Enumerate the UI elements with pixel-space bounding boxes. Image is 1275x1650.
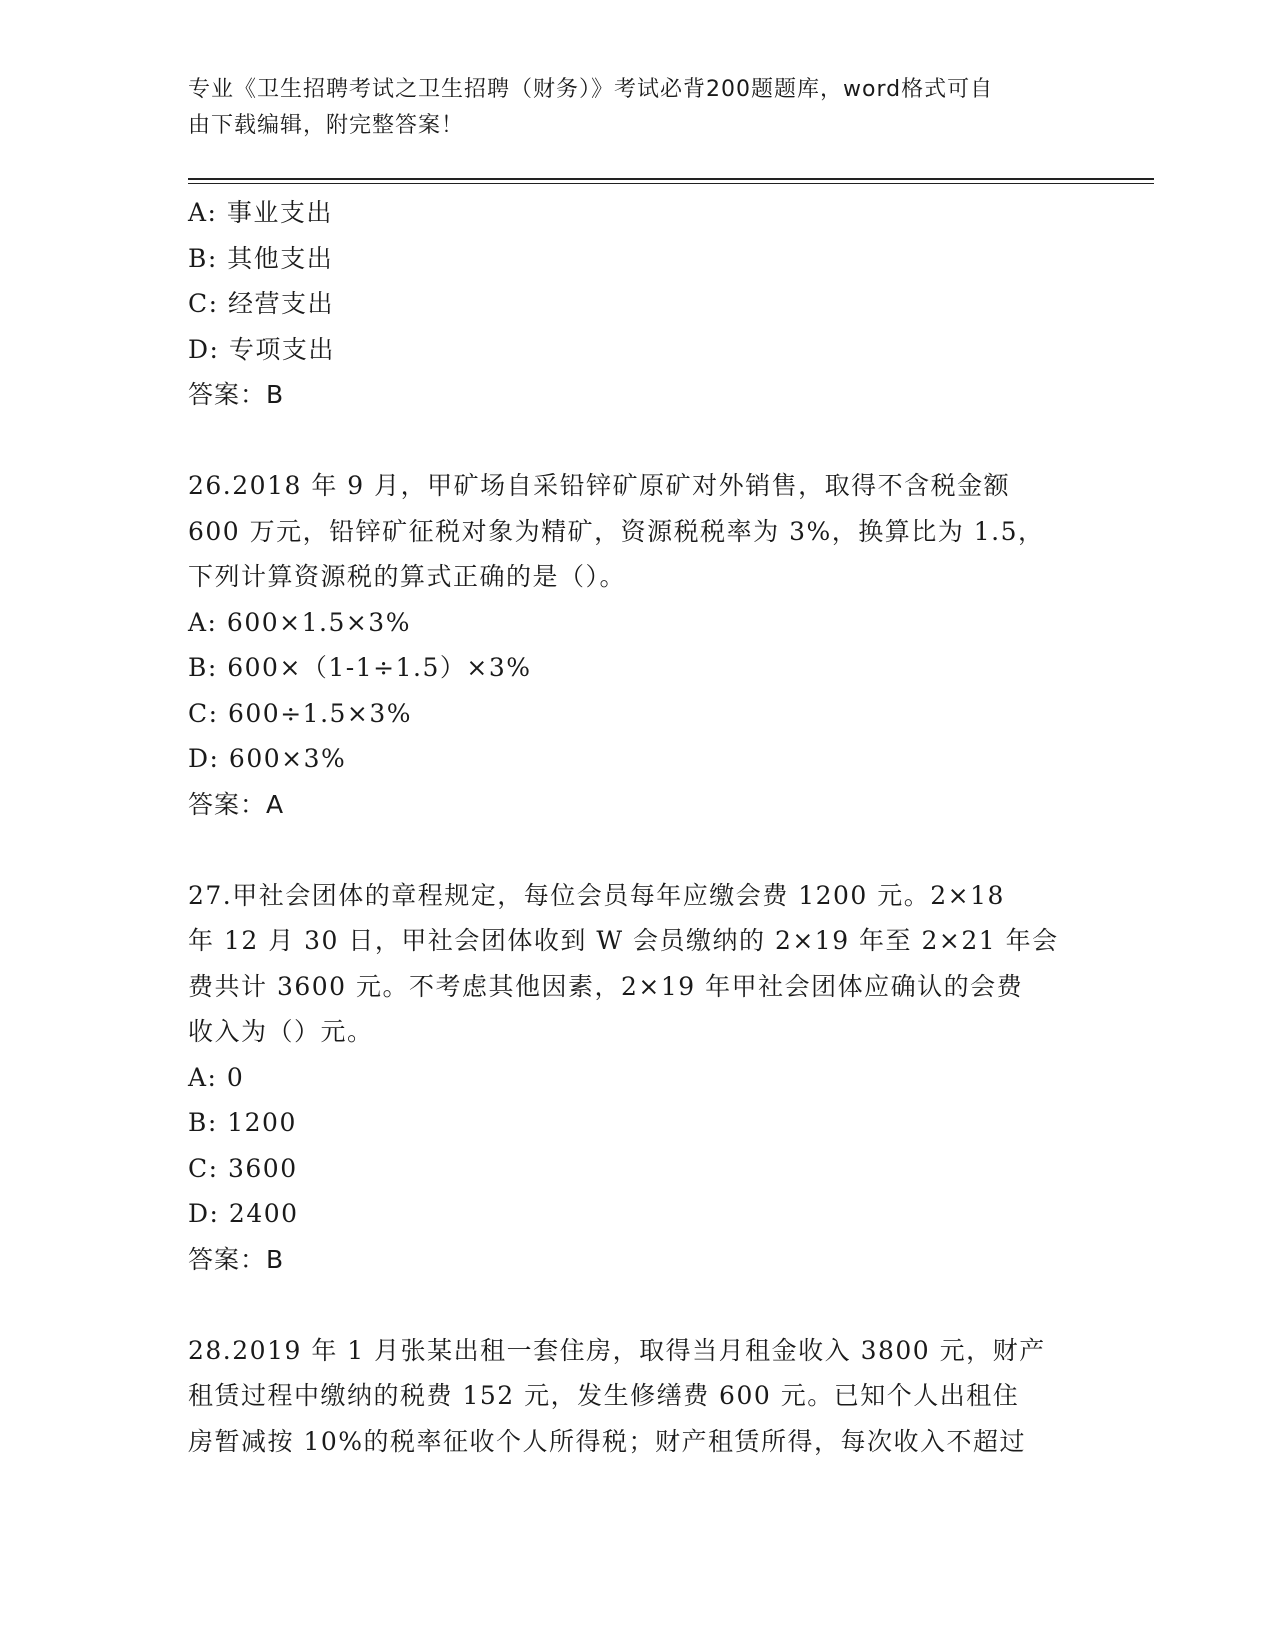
answer: 答案：B bbox=[188, 1244, 285, 1274]
question-27 bbox=[188, 873, 1088, 1283]
option-c: C: 600÷1.5×3% bbox=[188, 698, 413, 728]
question-stem-line: 收入为（）元。 bbox=[188, 1017, 374, 1046]
option-b: B: 其他支出 bbox=[188, 243, 334, 273]
answer: 答案：A bbox=[188, 789, 285, 819]
spacer bbox=[188, 827, 1088, 873]
question-stem-line: 27.甲社会团体的章程规定，每位会员每年应缴会费 1200 元。2×18 bbox=[188, 880, 1005, 910]
question-28 bbox=[188, 1328, 1088, 1465]
option-a: A: 事业支出 bbox=[188, 198, 333, 227]
question-stem-line: 600 万元，铅锌矿征税对象为精矿，资源税税率为 3%，换算比为 1.5， bbox=[188, 516, 1045, 546]
option-a: A: 600×1.5×3% bbox=[188, 607, 411, 637]
header-divider-thin bbox=[188, 183, 1154, 184]
spacer bbox=[188, 418, 1088, 464]
question-stem-line: 年 12 月 30 日，甲社会团体收到 W 会员缴纳的 2×19 年至 2×21 年会 bbox=[188, 926, 1059, 955]
question-stem-line: 28.2019 年 1 月张某出租一套住房，取得当月租金收入 3800 元，财产 bbox=[188, 1335, 1046, 1365]
option-b: B: 600×（1-1÷1.5）×3% bbox=[188, 653, 532, 682]
option-d: D: 专项支出 bbox=[188, 334, 335, 364]
header-line-2: 由下载编辑，附完整答案！ bbox=[188, 113, 465, 138]
answer: 答案：B bbox=[188, 380, 285, 409]
question-stem-line: 26.2018 年 9 月，甲矿场自采铅锌矿原矿对外销售，取得不含税金额 bbox=[188, 471, 1011, 500]
spacer bbox=[188, 1282, 1088, 1328]
document-body bbox=[188, 190, 1088, 1464]
question-stem-line: 费共计 3600 元。不考虑其他因素，2×19 年甲社会团体应确认的会费 bbox=[188, 971, 1024, 1001]
header-divider-thick bbox=[188, 178, 1154, 180]
question-stem-line: 租赁过程中缴纳的税费 152 元，发生修缮费 600 元。已知个人出租住 bbox=[188, 1381, 1020, 1410]
option-a: A: 0 bbox=[188, 1062, 245, 1092]
question-25 bbox=[188, 190, 1088, 418]
option-c: C: 经营支出 bbox=[188, 289, 334, 318]
option-b: B: 1200 bbox=[188, 1108, 297, 1137]
header-line-1: 专业《卫生招聘考试之卫生招聘（财务）》考试必背200题题库，word格式可自 bbox=[188, 77, 994, 102]
option-c: C: 3600 bbox=[188, 1153, 298, 1183]
question-26 bbox=[188, 463, 1088, 827]
question-stem-line: 下列计算资源税的算式正确的是（）。 bbox=[188, 562, 627, 591]
option-d: D: 2400 bbox=[188, 1199, 299, 1228]
question-stem-line: 房暂减按 10%的税率征收个人所得税；财产租赁所得，每次收入不超过 bbox=[188, 1426, 1027, 1456]
option-d: D: 600×3% bbox=[188, 744, 347, 773]
document-header bbox=[188, 72, 1068, 144]
